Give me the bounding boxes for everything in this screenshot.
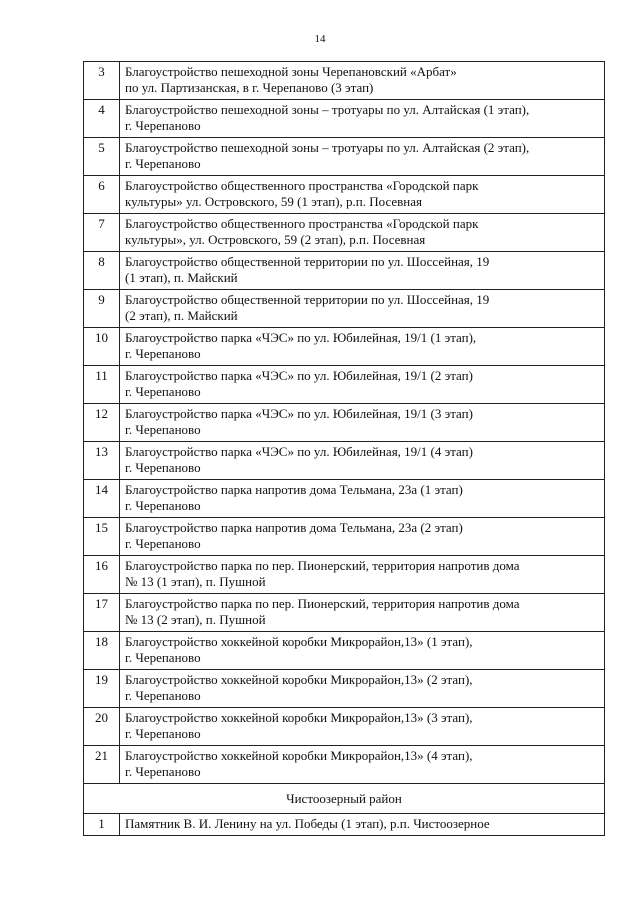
description-line: Благоустройство пешеходной зоны Черепановский «Арбат» bbox=[125, 64, 457, 79]
table-row bbox=[84, 632, 605, 670]
row-number: 16 bbox=[84, 556, 120, 594]
description-line: Благоустройство хоккейной коробки Микрорайон,13» (1 этап), bbox=[125, 634, 473, 649]
row-description bbox=[120, 480, 605, 518]
description-line: Благоустройство парка по пер. Пионерский, территория напротив дома bbox=[125, 596, 520, 611]
table-row bbox=[84, 290, 605, 328]
table-row bbox=[84, 556, 605, 594]
description-line: Благоустройство парка по пер. Пионерский, территория напротив дома bbox=[125, 558, 520, 573]
row-number: 4 bbox=[84, 100, 120, 138]
description-line: Благоустройство хоккейной коробки Микрорайон,13» (4 этап), bbox=[125, 748, 473, 763]
description-line: культуры», ул. Островского, 59 (2 этап), р.п. Посевная bbox=[125, 232, 426, 247]
row-description bbox=[120, 518, 605, 556]
row-number: 6 bbox=[84, 176, 120, 214]
description-line: Благоустройство парка «ЧЭС» по ул. Юбилейная, 19/1 (1 этап), bbox=[125, 330, 477, 345]
description-line: Благоустройство общественного пространства «Городской парк bbox=[125, 216, 479, 231]
row-description bbox=[120, 556, 605, 594]
description-line: Памятник В. И. Ленину на ул. Победы (1 этап), р.п. Чистоозерное bbox=[125, 816, 490, 831]
description-line: г. Черепаново bbox=[125, 346, 201, 361]
description-line: Благоустройство хоккейной коробки Микрорайон,13» (2 этап), bbox=[125, 672, 473, 687]
description-line: г. Черепаново bbox=[125, 460, 201, 475]
row-description bbox=[120, 176, 605, 214]
projects-table-body bbox=[84, 62, 605, 836]
row-number: 18 bbox=[84, 632, 120, 670]
row-number: 1 bbox=[84, 814, 120, 836]
row-description bbox=[120, 214, 605, 252]
row-number: 12 bbox=[84, 404, 120, 442]
description-line: г. Черепаново bbox=[125, 118, 201, 133]
row-description bbox=[120, 252, 605, 290]
row-description bbox=[120, 594, 605, 632]
table-row bbox=[84, 366, 605, 404]
row-number: 7 bbox=[84, 214, 120, 252]
table-row bbox=[84, 62, 605, 100]
row-number: 19 bbox=[84, 670, 120, 708]
table-row bbox=[84, 252, 605, 290]
description-line: Благоустройство пешеходной зоны – тротуары по ул. Алтайская (2 этап), bbox=[125, 140, 530, 155]
section-header-row bbox=[84, 784, 605, 814]
description-line: Благоустройство пешеходной зоны – тротуары по ул. Алтайская (1 этап), bbox=[125, 102, 530, 117]
table-row bbox=[84, 214, 605, 252]
row-number: 13 bbox=[84, 442, 120, 480]
row-number: 5 bbox=[84, 138, 120, 176]
description-line: г. Черепаново bbox=[125, 688, 201, 703]
row-number: 8 bbox=[84, 252, 120, 290]
description-line: г. Черепаново bbox=[125, 156, 201, 171]
page-number: 14 bbox=[314, 33, 326, 45]
row-description bbox=[120, 138, 605, 176]
row-number: 21 bbox=[84, 746, 120, 784]
description-line: Благоустройство общественного пространства «Городской парк bbox=[125, 178, 479, 193]
table-row bbox=[84, 746, 605, 784]
description-line: Благоустройство парка «ЧЭС» по ул. Юбилейная, 19/1 (3 этап) bbox=[125, 406, 473, 421]
row-description bbox=[120, 328, 605, 366]
description-line: Благоустройство парка напротив дома Тельмана, 23а (2 этап) bbox=[125, 520, 463, 535]
table-row bbox=[84, 670, 605, 708]
row-description bbox=[120, 366, 605, 404]
table-row bbox=[84, 138, 605, 176]
table-row bbox=[84, 708, 605, 746]
description-line: г. Черепаново bbox=[125, 536, 201, 551]
row-number: 20 bbox=[84, 708, 120, 746]
table-row bbox=[84, 404, 605, 442]
table-row bbox=[84, 100, 605, 138]
description-line: по ул. Партизанская, в г. Черепаново (3 этап) bbox=[125, 80, 374, 95]
table-row bbox=[84, 176, 605, 214]
row-description bbox=[120, 670, 605, 708]
row-description bbox=[120, 290, 605, 328]
row-description bbox=[120, 100, 605, 138]
description-line: г. Черепаново bbox=[125, 650, 201, 665]
table-row bbox=[84, 518, 605, 556]
row-number: 3 bbox=[84, 62, 120, 100]
description-line: г. Черепаново bbox=[125, 764, 201, 779]
row-description bbox=[120, 442, 605, 480]
description-line: (2 этап), п. Майский bbox=[125, 308, 238, 323]
row-number: 10 bbox=[84, 328, 120, 366]
row-description bbox=[120, 814, 605, 836]
section-header: Чистоозерный район bbox=[84, 784, 605, 814]
row-description bbox=[120, 708, 605, 746]
row-number: 15 bbox=[84, 518, 120, 556]
row-description bbox=[120, 404, 605, 442]
description-line: № 13 (2 этап), п. Пушной bbox=[125, 612, 266, 627]
description-line: Благоустройство хоккейной коробки Микрорайон,13» (3 этап), bbox=[125, 710, 473, 725]
row-number: 14 bbox=[84, 480, 120, 518]
row-description bbox=[120, 632, 605, 670]
table-row bbox=[84, 328, 605, 366]
projects-table bbox=[83, 61, 605, 836]
row-number: 11 bbox=[84, 366, 120, 404]
table-row bbox=[84, 442, 605, 480]
description-line: Благоустройство парка «ЧЭС» по ул. Юбилейная, 19/1 (2 этап) bbox=[125, 368, 473, 383]
table-row bbox=[84, 594, 605, 632]
description-line: г. Черепаново bbox=[125, 498, 201, 513]
table-row bbox=[84, 814, 605, 836]
description-line: № 13 (1 этап), п. Пушной bbox=[125, 574, 266, 589]
description-line: культуры» ул. Островского, 59 (1 этап), р.п. Посевная bbox=[125, 194, 422, 209]
description-line: Благоустройство парка «ЧЭС» по ул. Юбилейная, 19/1 (4 этап) bbox=[125, 444, 473, 459]
row-number: 17 bbox=[84, 594, 120, 632]
description-line: г. Черепаново bbox=[125, 384, 201, 399]
description-line: (1 этап), п. Майский bbox=[125, 270, 238, 285]
description-line: г. Черепаново bbox=[125, 726, 201, 741]
description-line: Благоустройство общественной территории по ул. Шоссейная, 19 bbox=[125, 254, 490, 269]
table-row bbox=[84, 480, 605, 518]
description-line: Благоустройство общественной территории по ул. Шоссейная, 19 bbox=[125, 292, 490, 307]
row-description bbox=[120, 746, 605, 784]
description-line: Благоустройство парка напротив дома Тельмана, 23а (1 этап) bbox=[125, 482, 463, 497]
description-line: г. Черепаново bbox=[125, 422, 201, 437]
row-description bbox=[120, 62, 605, 100]
row-number: 9 bbox=[84, 290, 120, 328]
